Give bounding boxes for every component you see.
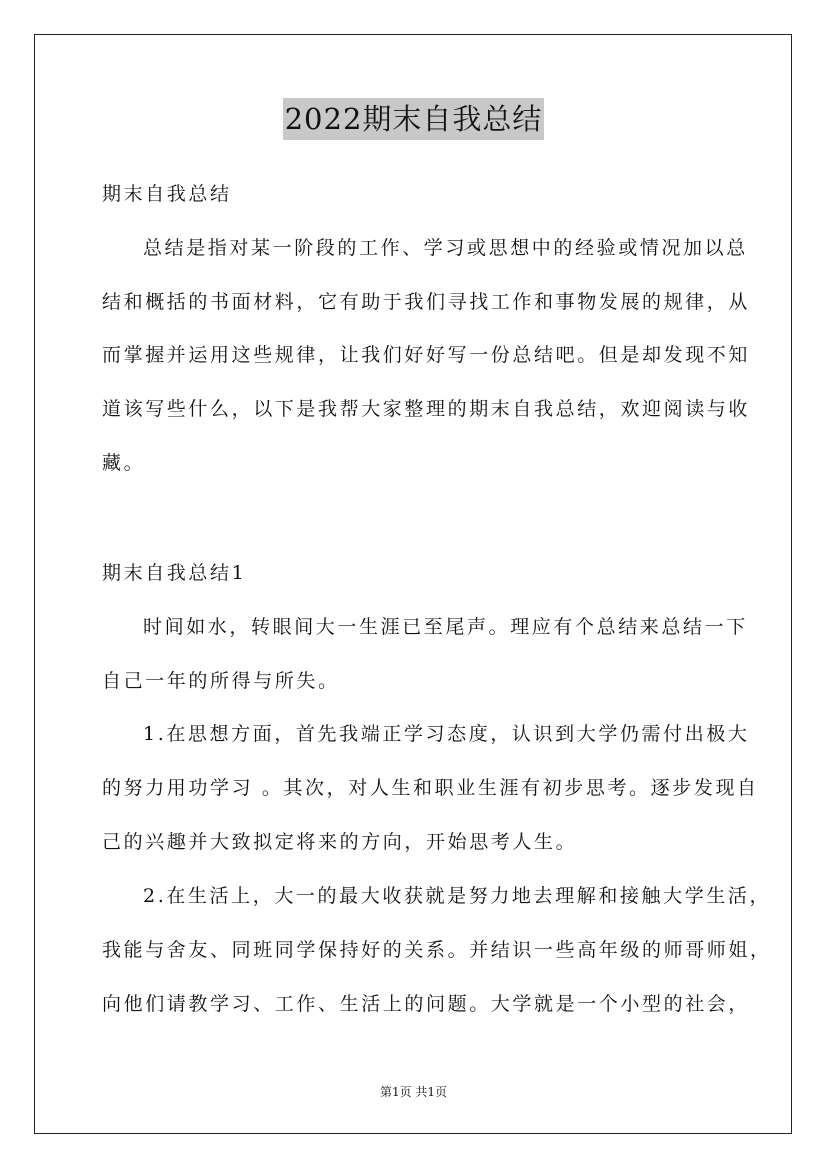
- intro-line: 而掌握并运用这些规律，让我们好好写一份总结吧。但是却发现不知: [102, 344, 751, 366]
- intro-heading: 期末自我总结: [102, 183, 232, 205]
- intro-line: 结和概括的书面材料，它有助于我们寻找工作和事物发展的规律，从: [102, 291, 751, 313]
- document-title: 2022期末自我总结: [283, 98, 545, 140]
- section1-line: 己的兴趣并大致拟定将来的方向，开始思考人生。: [102, 831, 578, 853]
- intro-line: 道该写些什么，以下是我帮大家整理的期末自我总结，欢迎阅读与收: [102, 398, 751, 420]
- section1-line: 1.在思想方面，首先我端正学习态度，认识到大学仍需付出极大: [143, 723, 750, 745]
- section1-line: 时间如水，转眼间大一生涯已至尾声。理应有个总结来总结一下: [143, 616, 748, 638]
- section1-line: 我能与舍友、同班同学保持好的关系。并结识一些高年级的师哥师姐，: [102, 939, 772, 961]
- section1-line: 的努力用功学习 。其次，对人生和职业生涯有初步思考。逐步发现自: [102, 777, 759, 799]
- section1-line: 2.在生活上，大一的最大收获就是努力地去理解和接触大学生活，: [143, 885, 772, 907]
- page-number-footer: 第1页 共1页: [379, 1085, 448, 1099]
- section1-line: 自己一年的所得与所失。: [102, 670, 340, 692]
- section1-heading: 期末自我总结1: [102, 562, 247, 584]
- intro-line: 藏。: [102, 452, 146, 474]
- intro-line: 总结是指对某一阶段的工作、学习或思想中的经验或情况加以总: [143, 237, 748, 259]
- section1-line: 向他们请教学习、工作、生活上的问题。大学就是一个小型的社会，: [102, 993, 751, 1015]
- title-container: [0, 98, 827, 140]
